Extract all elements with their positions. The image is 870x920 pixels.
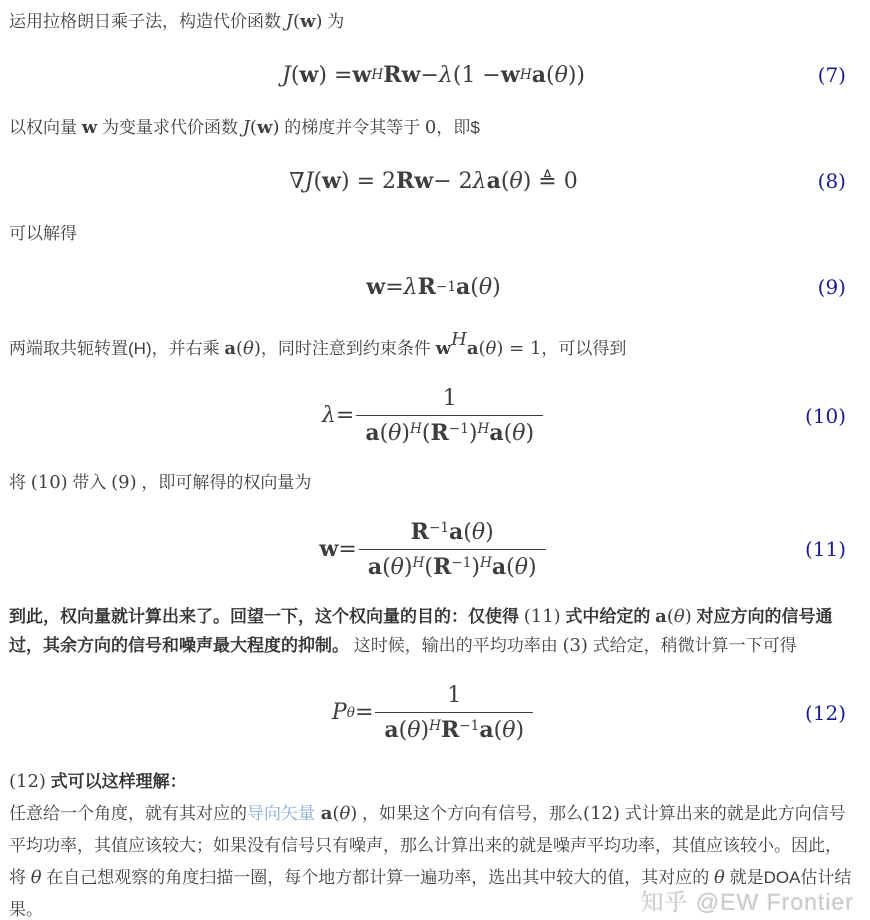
math-token: (	[236, 338, 244, 359]
math-token: a	[479, 717, 494, 744]
math-token: (	[382, 554, 391, 580]
text-run: ，即$	[436, 118, 480, 137]
math-token: θ	[346, 704, 355, 721]
gradient-paragraph	[9, 114, 858, 142]
math-token: (	[332, 802, 340, 824]
math-token: (9)	[111, 471, 137, 493]
math-token: a	[224, 338, 236, 359]
math-token: R	[417, 274, 436, 300]
text-run: ，如果这个方向有信号，那么	[357, 803, 584, 823]
text-run: 可以解得	[9, 224, 77, 243]
math-token: − 2	[433, 168, 473, 194]
text-run: 就是DOA估计结果。	[9, 867, 852, 919]
math-token: w	[500, 62, 520, 88]
math-token: (	[545, 62, 555, 88]
equation-number: (11)	[804, 537, 846, 562]
text-run: ，同时注意到约束条件	[260, 339, 436, 358]
equation-12	[9, 682, 858, 744]
math-token: )	[525, 421, 535, 447]
text-run: 任意给一个角度，就有其对应的	[9, 803, 247, 823]
text-run: 的梯度并令其等于	[279, 118, 425, 137]
math-token: J	[285, 11, 293, 32]
math-token: ) = 1	[496, 338, 542, 359]
interpretation-paragraph	[9, 798, 858, 920]
math-token: a	[489, 420, 504, 447]
math-token: λ	[321, 403, 336, 429]
math-token: R	[410, 518, 429, 545]
text-run: 这时候，输出的平均功率由	[349, 636, 563, 656]
math-token: )	[684, 606, 692, 628]
math-token: ) = 2	[341, 168, 396, 194]
math-token: a	[384, 717, 399, 744]
math-token: −1	[435, 279, 457, 295]
math-token: a	[456, 274, 471, 300]
math-token: a	[531, 62, 546, 88]
equation-body	[332, 682, 535, 744]
math-token: w	[299, 11, 316, 32]
fraction-numerator	[375, 682, 533, 712]
equation-11	[9, 519, 858, 581]
fraction	[375, 682, 533, 744]
math-token: ) =	[318, 62, 353, 88]
text-run: 为	[322, 12, 345, 31]
math-token: (	[493, 718, 503, 744]
math-token: θ	[339, 802, 351, 824]
math-token: )	[515, 718, 525, 744]
math-token: a	[491, 553, 507, 580]
math-token: λ	[403, 274, 418, 300]
math-token: (	[506, 554, 515, 580]
math-token: −1	[448, 421, 469, 438]
math-token: 0	[424, 117, 437, 138]
text-run: ，可以得到	[541, 339, 627, 358]
math-token: a	[466, 338, 479, 359]
math-token: θ	[485, 338, 497, 359]
math-token: a	[365, 420, 380, 447]
text-run: 到此，权向量就计算出来了。回望一下，这个权向量的目的：仅使得	[9, 607, 524, 627]
math-token: −1	[451, 555, 472, 572]
math-token: J	[242, 117, 250, 138]
math-token: J	[282, 62, 291, 88]
math-token: P	[331, 700, 347, 726]
intro-paragraph	[9, 8, 858, 36]
math-token: (	[500, 168, 510, 194]
math-token: (	[503, 421, 513, 447]
math-token: θ	[390, 554, 404, 580]
substitute-paragraph	[9, 469, 858, 497]
math-token: w	[256, 117, 273, 138]
math-token: =	[335, 403, 355, 429]
math-token: )	[350, 802, 358, 824]
math-token: θ	[509, 168, 523, 194]
math-token: −	[420, 62, 439, 88]
equation-8	[9, 164, 858, 198]
math-token: θ	[714, 866, 725, 888]
math-token: −1	[459, 718, 480, 735]
math-token: )	[527, 554, 537, 580]
math-token: =	[338, 536, 357, 562]
math-token: λ	[472, 168, 487, 194]
math-token: (11)	[523, 606, 561, 628]
text-run: 式中给定的	[560, 607, 656, 627]
math-token: (1 −	[452, 62, 501, 88]
math-token: (	[379, 421, 389, 447]
math-token: (	[463, 519, 472, 545]
math-token: θ	[512, 421, 526, 447]
math-token: λ	[438, 62, 453, 88]
interpretation-heading	[9, 768, 858, 796]
text-run: 为变量求代价函数	[97, 118, 243, 137]
math-token: w	[322, 168, 341, 194]
math-token: ∇	[289, 168, 305, 194]
math-token: θ	[407, 718, 421, 744]
fraction-denominator	[375, 712, 533, 743]
math-token: ))	[567, 62, 585, 88]
text-run: 对应方向的信号通过，其余方向的信号和噪声最大程度的抑制。	[9, 607, 833, 656]
math-token: =	[385, 274, 404, 300]
conjugate-paragraph	[9, 326, 858, 363]
inline-link[interactable]: 导向矢量	[247, 803, 315, 823]
math-token: )	[253, 338, 261, 359]
math-token: H	[451, 329, 467, 350]
math-token: R	[430, 420, 449, 447]
math-token: R	[433, 553, 452, 580]
math-token: (	[292, 11, 300, 32]
math-token: )	[471, 554, 480, 580]
math-token: (	[421, 421, 431, 447]
math-token: H	[410, 421, 422, 438]
math-token: θ	[502, 718, 516, 744]
math-token: a	[655, 606, 667, 628]
fraction-denominator	[359, 549, 546, 580]
text-run: 式计算出来的就是此方向信号平均功率，其值应该较大；如果没有信号只有噪声，那么计算出来的就是噪声平均功率，其值应该较小。因此，将	[9, 803, 846, 887]
math-token: )	[492, 274, 501, 300]
math-token: w	[352, 62, 372, 88]
math-token: H	[519, 67, 532, 83]
text-run: 式给定，稍微计算一下可得	[587, 636, 797, 656]
equation-body	[366, 274, 500, 300]
fraction-denominator	[356, 415, 543, 446]
fraction-numerator	[359, 519, 546, 549]
math-token: )	[403, 554, 413, 580]
text-run: 式可以这样理解：	[45, 771, 187, 791]
math-token: )	[420, 718, 430, 744]
math-token: w	[319, 536, 339, 563]
math-token: (12)	[583, 802, 620, 824]
math-token: a	[486, 168, 501, 194]
equation-7	[9, 58, 858, 92]
math-token: (	[398, 718, 408, 744]
math-token: J	[304, 168, 314, 194]
watermark: 知乎 @EW Frontier	[640, 889, 854, 915]
text-run: 在自己想观察的角度扫描一圈，每个地方都计算一遍功率，选出其中较大的值，其对应的	[41, 867, 715, 887]
math-token: )	[401, 421, 411, 447]
text-run: ，即可解得的权向量为	[136, 472, 312, 492]
equation-10	[9, 385, 858, 447]
text-run: 将	[9, 472, 31, 492]
fraction-numerator	[356, 385, 543, 415]
math-token: H	[477, 421, 490, 438]
math-token: θ	[471, 519, 486, 545]
math-token: θ	[243, 338, 254, 359]
math-token: w	[81, 117, 98, 138]
text-run: 带入	[67, 472, 112, 492]
math-token: ) ≜ 0	[522, 168, 578, 194]
math-token: a	[367, 553, 383, 580]
math-token: )	[315, 11, 323, 32]
math-token: (3)	[562, 635, 588, 657]
solve-paragraph	[9, 220, 858, 248]
math-token: R	[440, 717, 460, 744]
math-token: (12)	[9, 770, 46, 792]
text-run: 运用拉格朗日乘子法，构造代价函数	[9, 12, 286, 31]
math-token: (	[290, 62, 300, 88]
math-token: H	[479, 555, 492, 572]
math-token: θ	[673, 606, 685, 628]
math-token: w	[435, 338, 452, 359]
equation-number: (10)	[804, 403, 846, 428]
math-token: Rw	[396, 168, 434, 194]
math-token: Rw	[383, 62, 421, 88]
math-token: H	[412, 555, 425, 572]
equation-9	[9, 270, 858, 304]
fraction	[356, 385, 543, 447]
math-token: )	[272, 117, 280, 138]
math-token: (	[249, 117, 257, 138]
math-token: θ	[514, 554, 528, 580]
math-token: H	[429, 718, 441, 735]
math-token: )	[468, 421, 478, 447]
summary-paragraph	[9, 602, 858, 660]
equation-number: (9)	[817, 275, 846, 299]
equation-number: (7)	[817, 63, 846, 87]
math-token: H	[371, 67, 384, 83]
math-token: (	[478, 338, 486, 359]
math-token: (	[313, 168, 323, 194]
math-token: (10)	[30, 471, 68, 493]
math-token: a	[449, 518, 464, 545]
math-token: (	[424, 554, 433, 580]
math-token: θ	[554, 62, 568, 88]
math-token: 1	[442, 386, 457, 411]
math-token: =	[354, 700, 374, 726]
math-token: −1	[428, 519, 450, 536]
equation-body	[289, 168, 577, 194]
equation-number: (12)	[804, 700, 846, 725]
equation-number: (8)	[817, 169, 846, 193]
equation-body	[322, 385, 545, 447]
fraction	[359, 519, 546, 581]
math-token: θ	[388, 421, 402, 447]
math-token: 1	[447, 683, 462, 709]
math-token: w	[299, 62, 319, 88]
text-run: 两端取共轭转置(H)，并右乘	[9, 339, 225, 358]
math-token: θ	[478, 274, 493, 300]
equation-body	[282, 62, 585, 88]
math-token: a	[320, 802, 333, 824]
math-token: (	[666, 606, 674, 628]
text-run: 以权向量	[9, 118, 82, 137]
math-token: θ	[30, 866, 42, 888]
math-token: (	[470, 274, 479, 300]
math-token: )	[485, 519, 494, 545]
equation-body	[319, 519, 547, 581]
math-token: w	[366, 274, 386, 300]
